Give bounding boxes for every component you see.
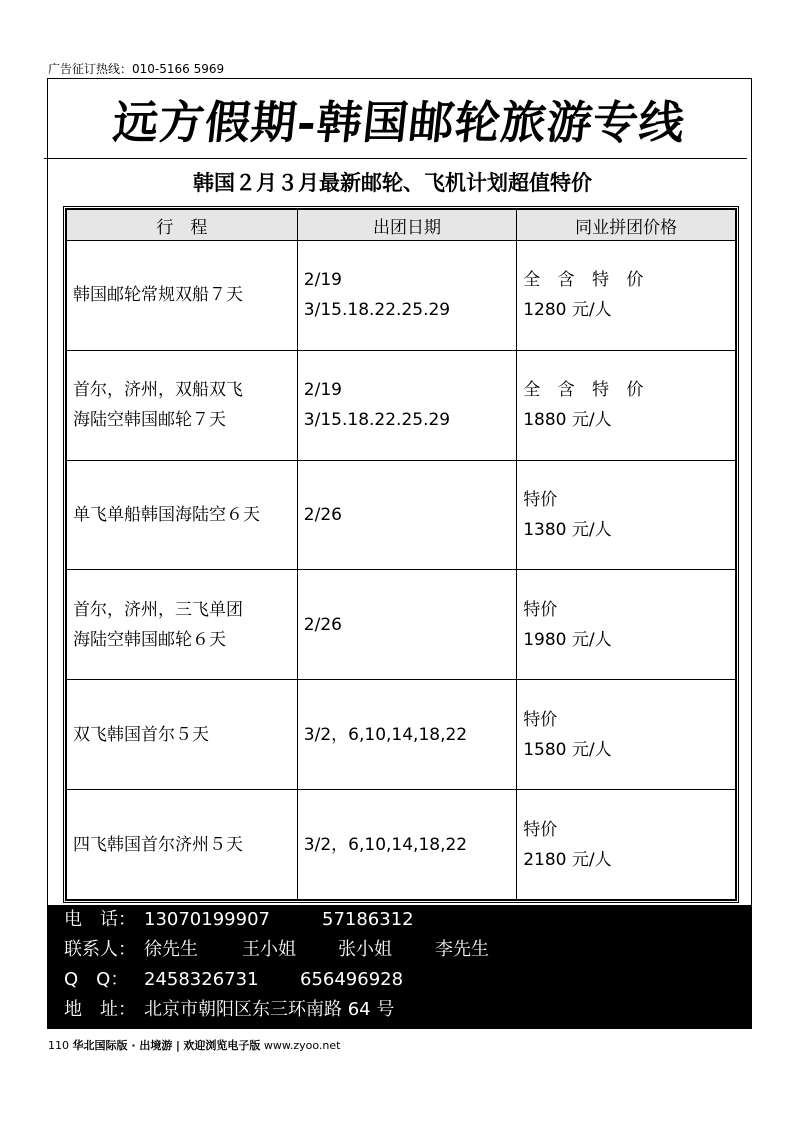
price-table-wrapper [63,206,739,903]
price-cell [517,241,736,351]
price-cell [517,460,736,570]
footer-separator: | [175,1039,180,1052]
welcome-text: 欢迎浏览电子版 [183,1039,261,1052]
price-label: 特价 [523,599,558,620]
dates-cell [297,680,516,790]
price-cell [517,680,736,790]
address-text: 北京市朝阳区东三环南路 64 号 [144,999,395,1020]
table-header-row [67,210,736,241]
contact-person: 张小姐 [338,939,392,960]
route-cell [67,350,298,460]
date-text: 2/19 [303,380,342,401]
contact-label: 联系人： [64,939,136,960]
header-dates: 出团日期 [297,210,516,241]
route-text: 海陆空韩国邮轮６天 [73,629,226,650]
price-value: 1980 元/人 [523,629,612,650]
dates-cell [297,350,516,460]
ad-frame [47,78,752,1029]
price-table [66,209,736,900]
promo-subtitle: 韩国２月３月最新邮轮、飞机计划超值特价 [193,171,592,195]
table-row [67,790,736,900]
route-text: 首尔，济州，双船双飞 [73,380,243,401]
contact-panel [48,905,751,1029]
website-link[interactable]: www.zyoo.net [263,1039,341,1052]
price-label: 特价 [523,709,558,730]
qq-number-1: 2458326731 [144,969,259,990]
header-price: 同业拼团价格 [517,210,736,241]
ad-hotline: 广告征订热线：010-5166 5969 [48,62,225,76]
brand-title: 远方假期-韩国邮轮旅游专线 [44,79,755,159]
route-cell [67,680,298,790]
dates-cell [297,570,516,680]
route-text: 海陆空韩国邮轮７天 [73,410,226,431]
route-text: 四飞韩国首尔济州５天 [73,834,243,855]
edition-label: 华北国际版 · 出境游 [72,1039,173,1052]
phone-number-1: 13070199907 [144,909,270,930]
route-text: 韩国邮轮常规双船７天 [73,285,243,306]
date-text: 2/19 [303,270,342,291]
phone-label: 电 话： [64,909,136,930]
table-row [67,460,736,570]
route-cell [67,570,298,680]
table-row [67,241,736,351]
price-label: 特价 [523,819,558,840]
page-number: 110 [48,1039,69,1052]
contact-person: 李先生 [435,939,489,960]
table-row [67,570,736,680]
date-text: 3/15.18.22.25.29 [303,300,451,321]
price-label: 特价 [523,490,558,511]
table-row [67,680,736,790]
qq-label: Q Q： [64,969,129,990]
table-row [67,350,736,460]
route-cell [67,241,298,351]
price-value: 1880 元/人 [523,410,612,431]
route-cell [67,460,298,570]
route-text: 首尔，济州，三飞单团 [73,599,243,620]
date-text: 2/26 [303,505,342,526]
dates-cell [297,241,516,351]
date-text: 2/26 [303,614,342,635]
date-text: 3/2，6,10,14,18,22 [303,834,468,855]
price-value: 1280 元/人 [523,300,612,321]
price-label: 全 含 特 价 [523,270,650,291]
page-footer [48,1037,340,1053]
contact-person: 王小姐 [242,939,296,960]
route-text: 双飞韩国首尔５天 [73,724,209,745]
route-cell [67,790,298,900]
price-label: 全 含 特 价 [523,380,650,401]
dates-cell [297,790,516,900]
address-label: 地 址： [64,999,136,1020]
price-value: 1380 元/人 [523,520,612,541]
header-route: 行 程 [67,210,298,241]
price-cell [517,790,736,900]
phone-number-2: 57186312 [322,909,414,930]
dates-cell [297,460,516,570]
price-cell [517,350,736,460]
date-text: 3/2，6,10,14,18,22 [303,724,468,745]
price-cell [517,570,736,680]
contact-person: 徐先生 [144,939,198,960]
price-value: 1580 元/人 [523,739,612,760]
route-text: 单飞单船韩国海陆空６天 [73,505,260,526]
qq-number-2: 656496928 [300,969,404,990]
price-value: 2180 元/人 [523,849,612,870]
date-text: 3/15.18.22.25.29 [303,410,451,431]
